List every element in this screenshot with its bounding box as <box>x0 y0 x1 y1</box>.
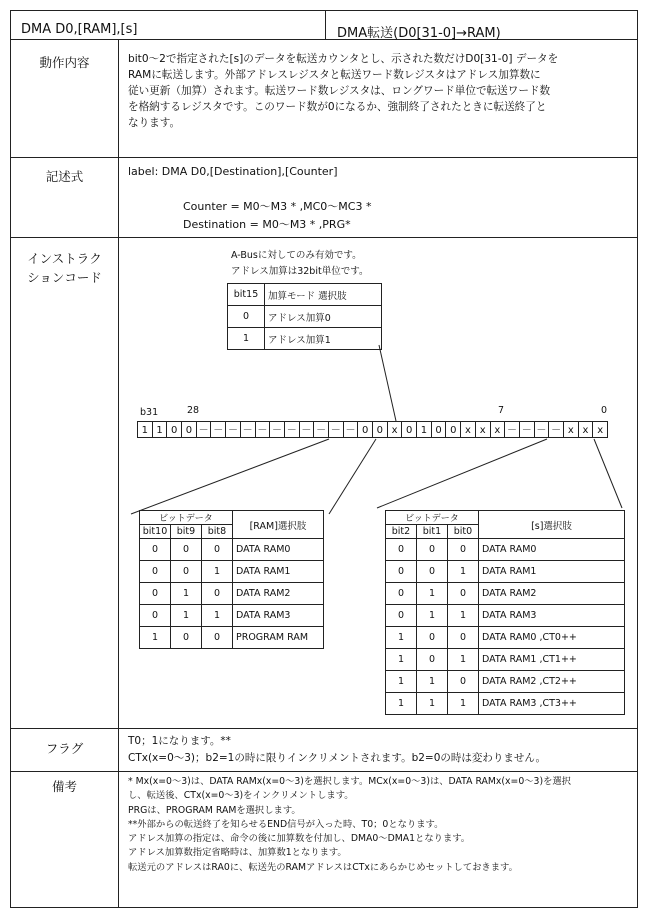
label-code-2: ションコード <box>27 270 102 285</box>
flag-ctx: CTx(x=0～3)；b2=1の時に限りインクリメントされます。b2=0の時は変わりません。 <box>128 752 547 764</box>
table-row <box>140 561 324 583</box>
bit-cell: 0 <box>445 421 461 438</box>
table-row <box>386 627 625 649</box>
cell: DATA RAM3 <box>233 605 324 627</box>
remark-line: し、転送後、CTx(x=0～3)をインクリメントします。 <box>128 790 354 802</box>
operation-line: RAMに転送します。外部アドレスレジスタと転送ワード数レジスタはアドレス加算数に <box>128 69 541 81</box>
connector-ram-left <box>131 439 329 514</box>
connector-ram-right <box>329 439 376 514</box>
cell: DATA RAM1 <box>233 561 324 583</box>
col-header: bit2 <box>386 525 417 539</box>
cell: 1 <box>171 605 202 627</box>
bit-cell: 0 <box>401 421 417 438</box>
col-header: bit0 <box>448 525 479 539</box>
bit-cell: － <box>269 421 285 438</box>
bit-cell: － <box>504 421 520 438</box>
cell: 1 <box>448 649 479 671</box>
cell: 0 <box>140 605 171 627</box>
cell: 0 <box>386 605 417 627</box>
cell: 1 <box>448 561 479 583</box>
cell: 1 <box>448 693 479 715</box>
cell: DATA RAM3 <box>479 605 625 627</box>
table-row <box>386 649 625 671</box>
remarks-notes <box>128 775 571 875</box>
table-row <box>386 605 625 627</box>
cell: 0 <box>171 539 202 561</box>
bit-cell: － <box>225 421 241 438</box>
cell: DATA RAM0 <box>479 539 625 561</box>
cell: 1 <box>202 561 233 583</box>
bit-cell: － <box>313 421 329 438</box>
cell: 0 <box>448 583 479 605</box>
remark-line: **外部からの転送終了を知らせるEND信号が入った時、T0；0となります。 <box>128 818 444 830</box>
cell: 1 <box>417 605 448 627</box>
bit-cell: 1 <box>416 421 432 438</box>
bit-label-28: 28 <box>187 405 200 416</box>
remark-line: PRGは、PROGRAM RAMを選択します。 <box>128 804 301 816</box>
cell: 0 <box>417 561 448 583</box>
cell: 1 <box>386 693 417 715</box>
cell: 0 <box>171 627 202 649</box>
cell: 0 <box>140 561 171 583</box>
cell: 0 <box>386 561 417 583</box>
bit-cell: － <box>255 421 271 438</box>
bit-cell: x <box>592 421 608 438</box>
cell: 0 <box>417 539 448 561</box>
instruction-name: DMA D0,[RAM],[s] <box>21 22 138 37</box>
cell: DATA RAM3 ,CT3++ <box>479 693 625 715</box>
cell: 0 <box>202 627 233 649</box>
cell: DATA RAM2 <box>233 583 324 605</box>
table-row <box>140 627 324 649</box>
bit-cell: 0 <box>372 421 388 438</box>
bit-cell: x <box>387 421 403 438</box>
remark-line: アドレス加算の指定は、命令の後に加算数を付加し、DMA0～DMA1となります。 <box>128 833 471 845</box>
select-header: [RAM]選択肢 <box>233 511 324 539</box>
syntax-label-line: label: DMA D0,[Destination],[Counter] <box>128 165 338 178</box>
cell: 0 <box>386 583 417 605</box>
col-header: bit10 <box>140 525 171 539</box>
bit-cell: x <box>490 421 506 438</box>
cell: DATA RAM2 ,CT2++ <box>479 671 625 693</box>
divider <box>11 771 637 772</box>
cell: アドレス加算0 <box>265 306 382 328</box>
remark-line: 転送元のアドレスはRA0に、転送先のRAMアドレスはCTxにあらかじめセットしておきます。 <box>128 861 518 873</box>
cell: 0 <box>140 539 171 561</box>
col-header: 加算モード 選択肢 <box>265 284 382 306</box>
cell: 1 <box>202 605 233 627</box>
note-abus: A-Busに対してのみ有効です。 <box>231 250 362 261</box>
cell: 0 <box>417 649 448 671</box>
label-flag: フラグ <box>45 741 84 756</box>
cell: DATA RAM2 <box>479 583 625 605</box>
cell: 0 <box>448 627 479 649</box>
cell: 1 <box>448 605 479 627</box>
cell: DATA RAM1 <box>479 561 625 583</box>
bit-cell: － <box>210 421 226 438</box>
cell: 0 <box>140 583 171 605</box>
cell: DATA RAM0 <box>233 539 324 561</box>
bit-cell: x <box>475 421 491 438</box>
bit-cell: － <box>548 421 564 438</box>
connector-s-right <box>594 439 622 508</box>
bit-cell: x <box>563 421 579 438</box>
select-header: [s]選択肢 <box>479 511 625 539</box>
bit-cell: － <box>343 421 359 438</box>
table-row <box>386 539 625 561</box>
col-header: bit1 <box>417 525 448 539</box>
remark-line: * Mx(x=0～3)は、DATA RAMx(x=0～3)を選択します。MCx(x=0～3)は、DATA RAMx(x=0～3)を選択 <box>128 776 571 787</box>
operation-line: を格納するレジスタです。このワード数が0になるか、強制終了されたときに転送終了と <box>128 101 547 113</box>
bit-label-31: b31 <box>140 407 159 418</box>
bit-cell: － <box>328 421 344 438</box>
cell: 1 <box>386 627 417 649</box>
operation-line: bit0～2で指定された[s]のデータを転送カウンタとし、示された数だけD0[31-0] データを <box>128 53 559 65</box>
syntax-counter: Counter = M0～M3 * ,MC0～MC3 * <box>183 200 372 213</box>
bit-cell: － <box>534 421 550 438</box>
s-select-table <box>385 510 625 715</box>
cell: 0 <box>171 561 202 583</box>
label-syntax: 記述式 <box>45 169 84 184</box>
cell: 1 <box>386 649 417 671</box>
remark-line: アドレス加算数指定省略時は、加算数1となります。 <box>128 847 347 859</box>
table-row <box>140 583 324 605</box>
table-row <box>386 693 625 715</box>
cell: DATA RAM1 ,CT1++ <box>479 649 625 671</box>
label-operation: 動作内容 <box>39 55 90 70</box>
cell: 0 <box>448 671 479 693</box>
bit-cell: － <box>196 421 212 438</box>
bit-cell: 1 <box>152 421 168 438</box>
cell: 0 <box>202 539 233 561</box>
connector-s-left <box>377 439 547 508</box>
bit-cell: x <box>578 421 594 438</box>
flag-t0: T0；1になります。** <box>128 735 231 747</box>
cell: 1 <box>417 583 448 605</box>
group-header: ビットデータ <box>140 511 233 525</box>
bit-cell: 1 <box>137 421 153 438</box>
cell: 0 <box>386 539 417 561</box>
operation-line: 従い更新（加算）されます。転送ワード数レジスタは、ロングワード単位で転送ワード数 <box>128 85 551 97</box>
bit-label-7: 7 <box>498 405 505 416</box>
label-code-1: インストラク <box>27 251 102 266</box>
bit-cell: 0 <box>431 421 447 438</box>
col-header: bit15 <box>228 284 265 306</box>
cell: 0 <box>202 583 233 605</box>
cell: 0 <box>417 627 448 649</box>
note-address-increment: アドレス加算は32bit単位です。 <box>231 266 369 277</box>
connector-bit15 <box>379 345 396 421</box>
cell: 1 <box>140 627 171 649</box>
bit-cell: 0 <box>181 421 197 438</box>
divider <box>11 728 637 729</box>
label-remarks: 備考 <box>51 779 77 794</box>
bit-cell: x <box>460 421 476 438</box>
cell: 1 <box>417 671 448 693</box>
table-row <box>140 539 324 561</box>
cell: 1 <box>386 671 417 693</box>
cell: 1 <box>171 583 202 605</box>
bit-cell: － <box>240 421 256 438</box>
table-row <box>386 671 625 693</box>
cell: 1 <box>417 693 448 715</box>
bit-cell: 0 <box>166 421 182 438</box>
cell: DATA RAM0 ,CT0++ <box>479 627 625 649</box>
table-row <box>140 605 324 627</box>
ram-select-table <box>139 510 324 649</box>
bit-cell: － <box>299 421 315 438</box>
table-row <box>386 561 625 583</box>
syntax-destination: Destination = M0～M3 * ,PRG* <box>183 218 351 231</box>
bit-label-0: 0 <box>601 405 608 416</box>
bit-cell: 0 <box>357 421 373 438</box>
cell: 0 <box>448 539 479 561</box>
cell: アドレス加算1 <box>265 328 382 350</box>
bit-cell: － <box>284 421 300 438</box>
col-header: bit9 <box>171 525 202 539</box>
bit-cell: － <box>519 421 535 438</box>
operation-line: なります。 <box>128 117 181 129</box>
table-row <box>386 583 625 605</box>
instruction-title: DMA転送(D0[31-0]→RAM) <box>337 26 501 41</box>
cell: PROGRAM RAM <box>233 627 324 649</box>
group-header: ビットデータ <box>386 511 479 525</box>
instruction-sheet <box>10 10 638 908</box>
cell: 0 <box>228 306 265 328</box>
cell: 1 <box>228 328 265 350</box>
col-header: bit8 <box>202 525 233 539</box>
